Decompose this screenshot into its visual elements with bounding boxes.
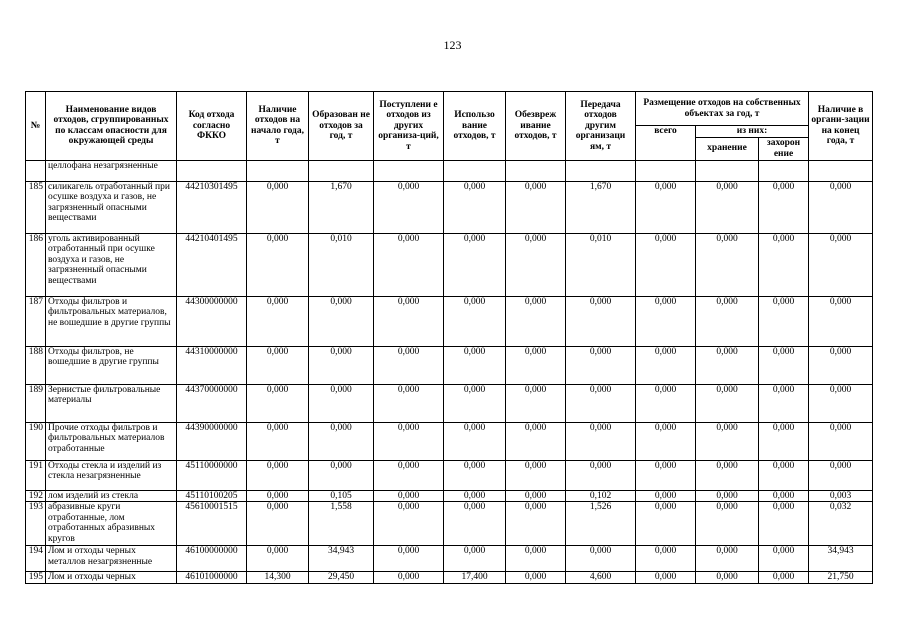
table-row <box>26 384 873 422</box>
value-cell: 0,000 <box>309 460 374 490</box>
header-of-them: из них: <box>696 126 809 138</box>
fkko-code <box>177 160 247 181</box>
value-cell: 0,000 <box>759 502 809 546</box>
value-cell <box>247 160 309 181</box>
value-cell: 0,000 <box>374 460 444 490</box>
value-cell: 0,000 <box>809 460 873 490</box>
row-number: 195 <box>26 572 46 584</box>
value-cell <box>759 160 809 181</box>
value-cell: 0,102 <box>566 490 636 502</box>
fkko-code: 44370000000 <box>177 384 247 422</box>
value-cell: 29,450 <box>309 572 374 584</box>
value-cell: 0,032 <box>809 502 873 546</box>
value-cell: 0,000 <box>636 460 696 490</box>
value-cell: 0,000 <box>506 384 566 422</box>
fkko-code: 44210301495 <box>177 181 247 233</box>
table-row <box>26 296 873 346</box>
value-cell: 0,000 <box>374 546 444 572</box>
value-cell: 0,010 <box>566 233 636 296</box>
value-cell: 0,000 <box>374 346 444 384</box>
value-cell: 0,000 <box>444 460 506 490</box>
value-cell: 0,000 <box>506 460 566 490</box>
value-cell: 0,000 <box>696 233 759 296</box>
waste-name: Отходы стекла и изделий из стекла незагрязненные <box>46 460 177 490</box>
value-cell <box>809 160 873 181</box>
row-number: 188 <box>26 346 46 384</box>
value-cell: 0,000 <box>247 181 309 233</box>
value-cell <box>566 160 636 181</box>
value-cell: 0,000 <box>247 422 309 460</box>
value-cell: 0,000 <box>444 502 506 546</box>
value-cell: 0,000 <box>247 490 309 502</box>
table-row <box>26 181 873 233</box>
fkko-code: 45110000000 <box>177 460 247 490</box>
value-cell: 34,943 <box>309 546 374 572</box>
value-cell: 0,000 <box>759 384 809 422</box>
table-row <box>26 160 873 181</box>
table-row <box>26 422 873 460</box>
value-cell: 0,000 <box>636 490 696 502</box>
value-cell: 0,000 <box>759 296 809 346</box>
value-cell: 0,000 <box>506 181 566 233</box>
value-cell: 0,000 <box>566 422 636 460</box>
value-cell: 0,000 <box>444 422 506 460</box>
value-cell: 0,000 <box>636 296 696 346</box>
value-cell: 0,000 <box>506 502 566 546</box>
header-code: Код отхода согласно ФККО <box>177 92 247 161</box>
header-end: Наличие в органи-зации на конец года, т <box>809 92 873 161</box>
value-cell: 17,400 <box>444 572 506 584</box>
value-cell: 0,000 <box>506 490 566 502</box>
value-cell: 0,000 <box>566 384 636 422</box>
value-cell: 0,000 <box>636 346 696 384</box>
value-cell: 0,000 <box>759 181 809 233</box>
value-cell: 0,000 <box>247 460 309 490</box>
row-number: 185 <box>26 181 46 233</box>
value-cell: 0,000 <box>374 296 444 346</box>
table-row <box>26 502 873 546</box>
value-cell: 0,000 <box>247 384 309 422</box>
value-cell: 0,000 <box>247 296 309 346</box>
table-row <box>26 572 873 584</box>
value-cell: 0,000 <box>506 346 566 384</box>
value-cell: 0,000 <box>506 296 566 346</box>
value-cell: 0,000 <box>444 384 506 422</box>
value-cell: 0,105 <box>309 490 374 502</box>
value-cell: 0,000 <box>444 546 506 572</box>
header-formed: Образован не отходов за год, т <box>309 92 374 161</box>
table-row <box>26 233 873 296</box>
value-cell <box>309 160 374 181</box>
header-placement: Размещение отходов на собственных объектах за год, т <box>636 92 809 126</box>
value-cell: 0,000 <box>759 572 809 584</box>
value-cell: 0,000 <box>809 181 873 233</box>
value-cell: 34,943 <box>809 546 873 572</box>
value-cell <box>696 160 759 181</box>
value-cell: 0,000 <box>309 296 374 346</box>
value-cell <box>374 160 444 181</box>
row-number: 190 <box>26 422 46 460</box>
row-number <box>26 160 46 181</box>
value-cell <box>444 160 506 181</box>
waste-name: Зернистые фильтровальные материалы <box>46 384 177 422</box>
value-cell: 0,000 <box>696 296 759 346</box>
value-cell: 0,000 <box>636 572 696 584</box>
value-cell: 0,000 <box>696 460 759 490</box>
value-cell: 0,000 <box>809 346 873 384</box>
value-cell: 0,000 <box>309 422 374 460</box>
value-cell: 0,000 <box>636 233 696 296</box>
header-received: Поступлени е отходов из других организа-ций, т <box>374 92 444 161</box>
header-total: всего <box>636 126 696 161</box>
value-cell: 0,000 <box>759 460 809 490</box>
fkko-code: 44310000000 <box>177 346 247 384</box>
value-cell: 0,000 <box>444 346 506 384</box>
value-cell: 0,000 <box>566 296 636 346</box>
value-cell: 0,000 <box>809 384 873 422</box>
value-cell: 0,000 <box>759 546 809 572</box>
value-cell: 0,000 <box>636 546 696 572</box>
waste-name: Лом и отходы черных <box>46 572 177 584</box>
value-cell: 0,000 <box>809 296 873 346</box>
value-cell: 0,000 <box>696 181 759 233</box>
value-cell: 1,558 <box>309 502 374 546</box>
value-cell: 0,000 <box>809 233 873 296</box>
row-number: 187 <box>26 296 46 346</box>
value-cell: 0,000 <box>374 502 444 546</box>
value-cell: 0,000 <box>636 384 696 422</box>
waste-table <box>25 91 873 584</box>
value-cell: 0,000 <box>759 233 809 296</box>
value-cell: 0,000 <box>506 422 566 460</box>
table-row <box>26 490 873 502</box>
value-cell: 0,000 <box>759 490 809 502</box>
value-cell: 0,000 <box>636 502 696 546</box>
table-row <box>26 346 873 384</box>
value-cell: 0,000 <box>696 546 759 572</box>
value-cell: 0,000 <box>444 233 506 296</box>
waste-name: Прочие отходы фильтров и фильтровальных материалов отработанные <box>46 422 177 460</box>
header-storage: хранение <box>696 137 759 160</box>
table-row <box>26 546 873 572</box>
value-cell: 1,670 <box>309 181 374 233</box>
waste-name: целлофана незагрязненные <box>46 160 177 181</box>
header-name: Наименование видов отходов, сгруппированных по классам опасности для окружающей среды <box>46 92 177 161</box>
waste-name: силикагель отработанный при осушке воздуха и газов, не загрязненный опасными веществами <box>46 181 177 233</box>
waste-name: Лом и отходы черных металлов незагрязненные <box>46 546 177 572</box>
fkko-code: 44390000000 <box>177 422 247 460</box>
waste-name: лом изделий из стекла <box>46 490 177 502</box>
value-cell: 0,000 <box>566 546 636 572</box>
value-cell: 0,003 <box>809 490 873 502</box>
value-cell: 0,000 <box>696 384 759 422</box>
value-cell: 0,010 <box>309 233 374 296</box>
value-cell <box>506 160 566 181</box>
value-cell: 0,000 <box>247 502 309 546</box>
value-cell: 0,000 <box>636 181 696 233</box>
value-cell: 0,000 <box>759 346 809 384</box>
waste-name: уголь активированный отработанный при осушке воздуха и газов, не загрязненный опасными веществами <box>46 233 177 296</box>
value-cell: 0,000 <box>247 233 309 296</box>
row-number: 193 <box>26 502 46 546</box>
row-number: 186 <box>26 233 46 296</box>
value-cell: 0,000 <box>809 422 873 460</box>
value-cell: 0,000 <box>636 422 696 460</box>
row-number: 189 <box>26 384 46 422</box>
value-cell: 0,000 <box>696 572 759 584</box>
fkko-code: 44300000000 <box>177 296 247 346</box>
fkko-code: 46100000000 <box>177 546 247 572</box>
value-cell: 0,000 <box>309 346 374 384</box>
value-cell: 0,000 <box>566 346 636 384</box>
value-cell: 0,000 <box>374 181 444 233</box>
fkko-code: 44210401495 <box>177 233 247 296</box>
waste-name: абразивные круги отработанные, лом отработанных абразивных кругов <box>46 502 177 546</box>
value-cell: 0,000 <box>696 346 759 384</box>
value-cell: 0,000 <box>444 181 506 233</box>
value-cell: 14,300 <box>247 572 309 584</box>
fkko-code: 45110100205 <box>177 490 247 502</box>
value-cell: 1,670 <box>566 181 636 233</box>
value-cell: 0,000 <box>309 384 374 422</box>
waste-name: Отходы фильтров, не вошедшие в другие группы <box>46 346 177 384</box>
value-cell: 0,000 <box>374 384 444 422</box>
table-row <box>26 460 873 490</box>
header-transferred: Передача отходов другим организаци ям, т <box>566 92 636 161</box>
row-number: 191 <box>26 460 46 490</box>
value-cell: 1,526 <box>566 502 636 546</box>
value-cell: 0,000 <box>566 460 636 490</box>
value-cell: 0,000 <box>506 572 566 584</box>
page-number: 123 <box>443 38 462 52</box>
value-cell: 0,000 <box>696 502 759 546</box>
value-cell: 0,000 <box>759 422 809 460</box>
value-cell: 0,000 <box>696 422 759 460</box>
header-num: № <box>26 92 46 161</box>
value-cell: 0,000 <box>374 422 444 460</box>
row-number: 194 <box>26 546 46 572</box>
row-number: 192 <box>26 490 46 502</box>
value-cell: 0,000 <box>506 546 566 572</box>
value-cell: 21,750 <box>809 572 873 584</box>
header-neutralized: Обезвреж ивание отходов, т <box>506 92 566 161</box>
value-cell: 0,000 <box>374 233 444 296</box>
value-cell: 0,000 <box>247 546 309 572</box>
header-start: Наличие отходов на начало года, т <box>247 92 309 161</box>
value-cell: 0,000 <box>247 346 309 384</box>
value-cell: 0,000 <box>374 490 444 502</box>
value-cell <box>636 160 696 181</box>
value-cell: 0,000 <box>444 296 506 346</box>
value-cell: 0,000 <box>696 490 759 502</box>
header-used: Использо вание отходов, т <box>444 92 506 161</box>
value-cell: 0,000 <box>506 233 566 296</box>
fkko-code: 45610001515 <box>177 502 247 546</box>
value-cell: 4,600 <box>566 572 636 584</box>
value-cell: 0,000 <box>374 572 444 584</box>
value-cell: 0,000 <box>444 490 506 502</box>
fkko-code: 46101000000 <box>177 572 247 584</box>
header-burial: захорон ение <box>759 137 809 160</box>
waste-name: Отходы фильтров и фильтровальных материалов, не вошедшие в другие группы <box>46 296 177 346</box>
table-header <box>26 92 873 161</box>
table-body <box>26 160 873 583</box>
